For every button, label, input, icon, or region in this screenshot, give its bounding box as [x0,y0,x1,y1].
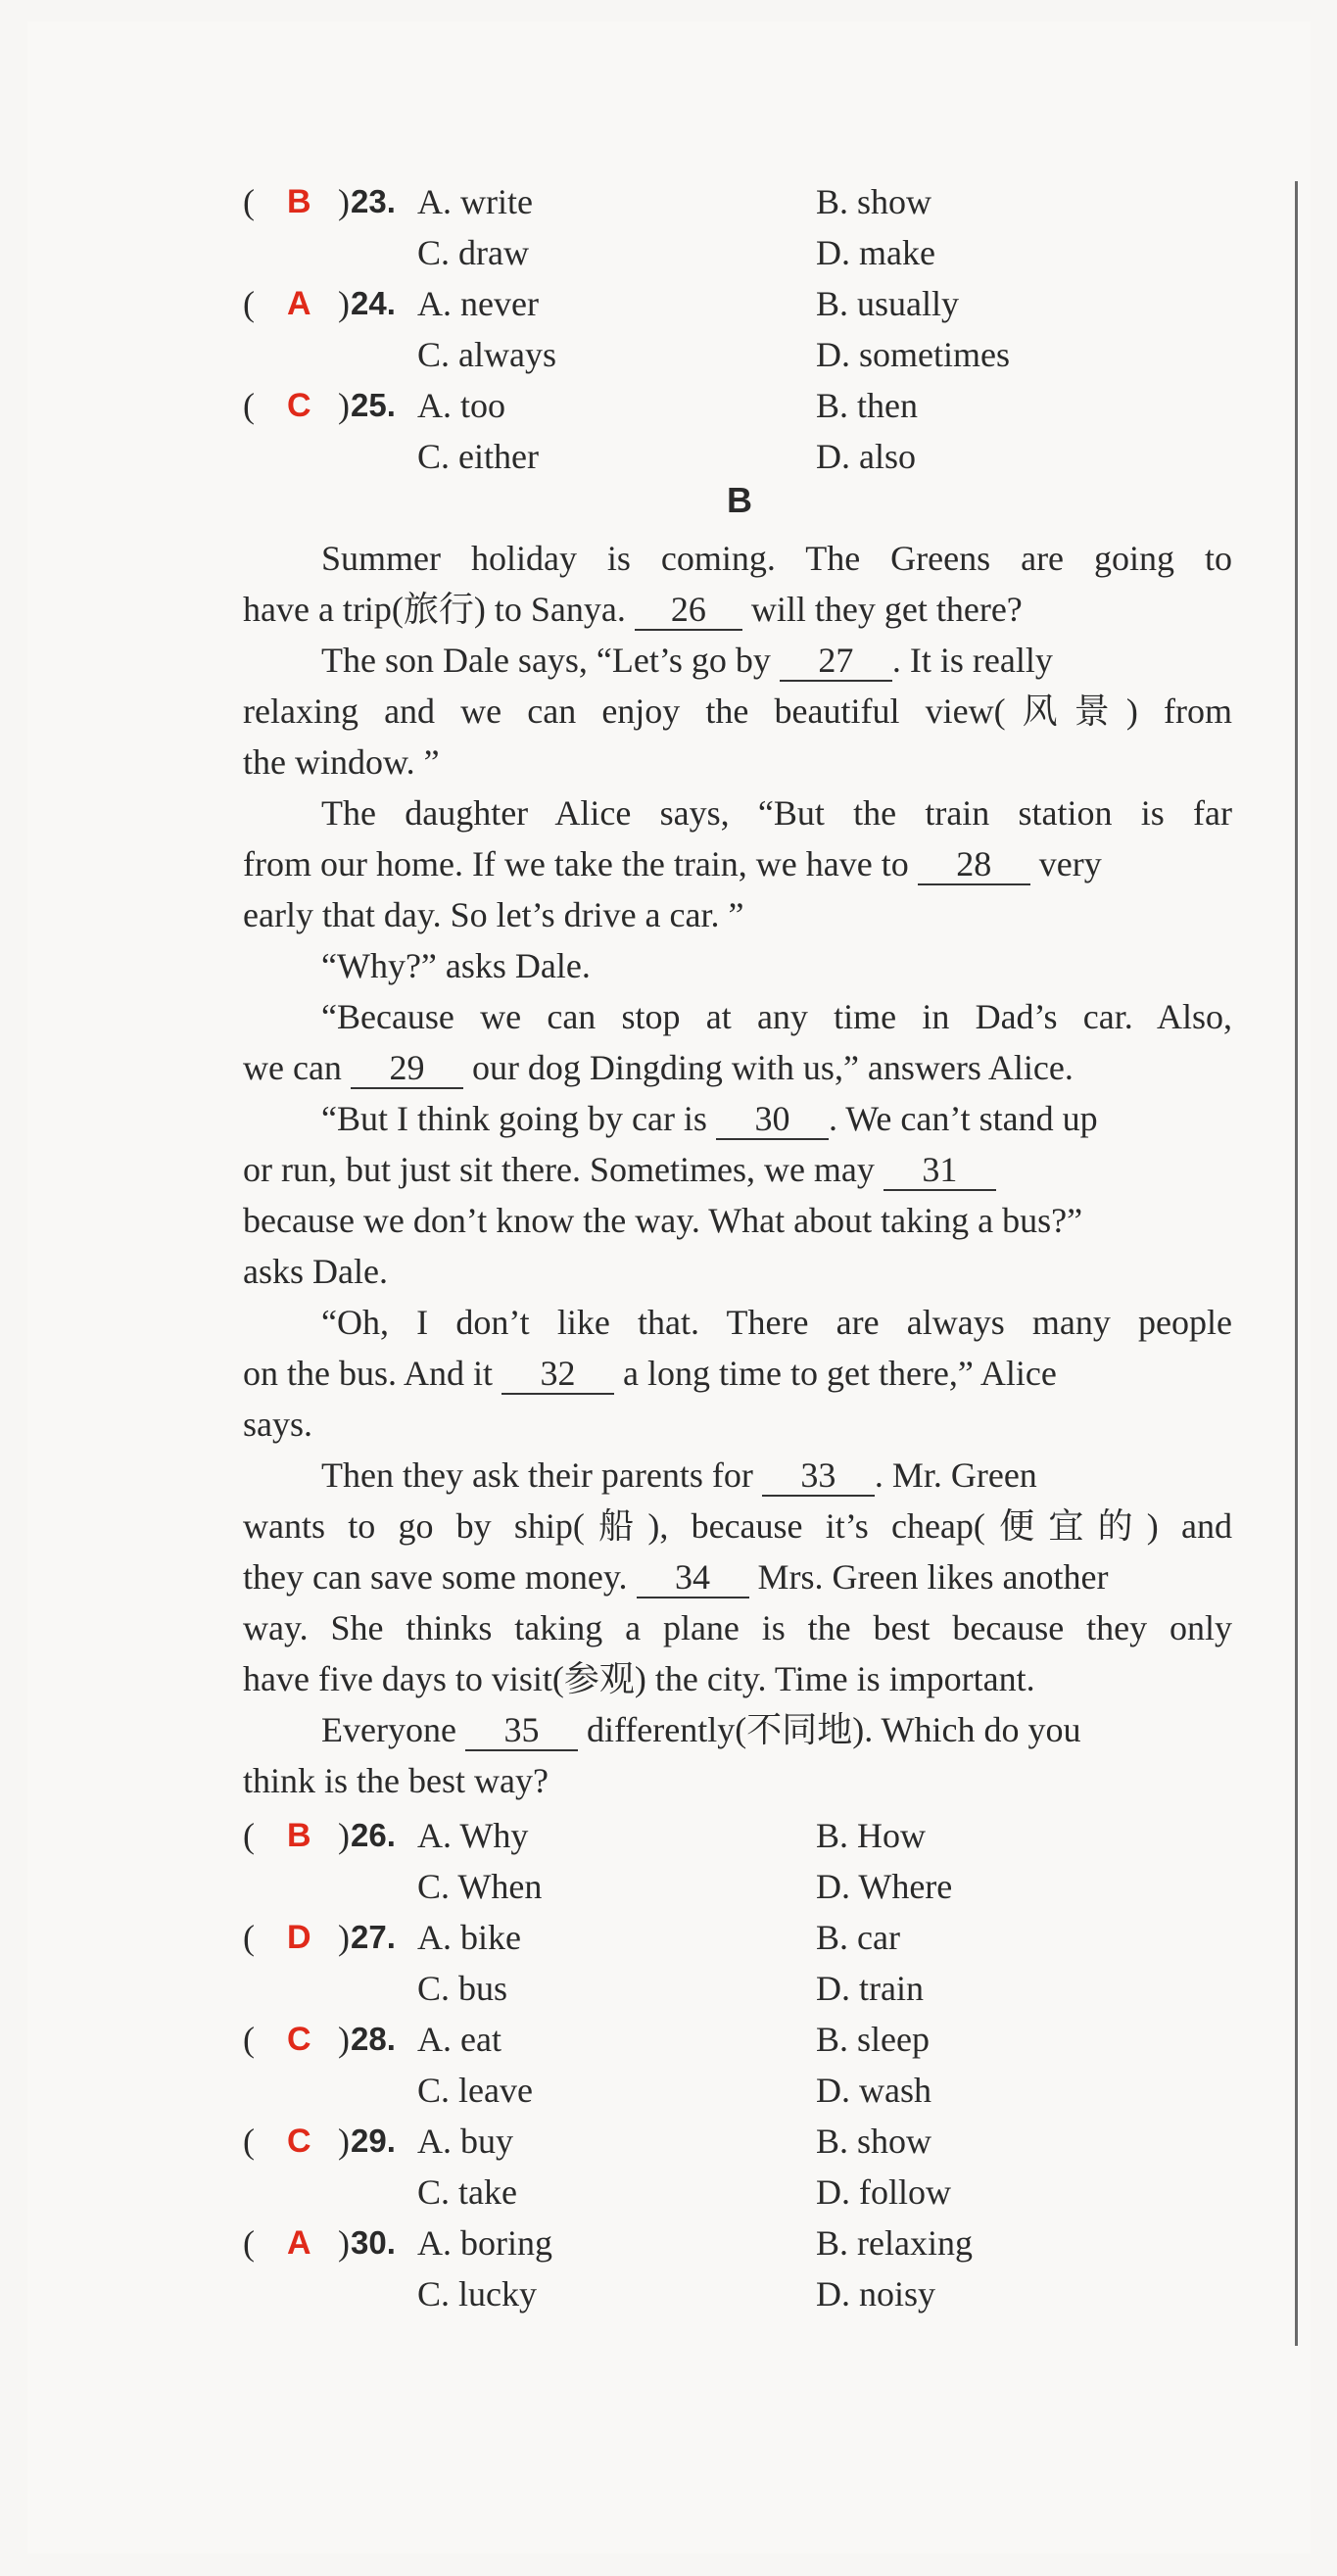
passage-line [243,1042,1232,1093]
passage-text: they can save some money. [243,1557,628,1597]
answer-letter: A [287,285,311,322]
option-b: B. show [816,2122,932,2161]
question-row-cd [243,2065,1124,2116]
question-row [243,2014,1124,2065]
passage-line: asks Dale. [243,1252,388,1291]
blank-26: 26 [635,590,742,631]
passage-line: have five days to visit(参观) the city. Time is important. [243,1659,1035,1698]
passage-line: relaxing and we can enjoy the beautiful view(风景) from [243,692,1232,731]
paren-close: ) [338,284,350,323]
passage-line [243,1144,1232,1195]
option-b: B. usually [816,284,960,323]
option-b: B. show [816,182,932,221]
passage-line [243,1348,1232,1399]
passage-text: Then they ask their parents for [321,1455,753,1495]
passage [243,533,1232,1806]
option-b: B. How [816,1816,927,1855]
passage-line [243,1704,1232,1755]
passage-text: or run, but just sit there. Sometimes, we may [243,1150,875,1189]
passage-text: . It is really [891,641,1053,680]
passage-line [243,1450,1232,1501]
option-d: D. make [816,233,935,272]
paren-close: ) [338,1918,350,1957]
option-c: C. take [417,2172,517,2212]
option-a: A. eat [417,2020,501,2059]
paren-open: ( [243,386,255,425]
option-b: B. sleep [816,2020,930,2059]
paren-close: ) [338,182,350,221]
question-number: 30. [351,2224,396,2261]
option-a: A. write [417,182,533,221]
blank-34: 34 [637,1557,749,1598]
question-row [243,2116,1124,2167]
passage-text: we can [243,1048,342,1087]
question-number: 24. [351,285,396,321]
passage-text: on the bus. And it [243,1354,494,1393]
question-number: 27. [351,1919,396,1955]
question-row [243,1912,1124,1963]
question-row-cd [243,2167,1124,2218]
passage-line: wants to go by ship(船), because it’s cheap(便宜的) and [243,1506,1232,1546]
passage-text: . We can’t stand up [828,1099,1098,1138]
question-row-cd [243,2268,1124,2319]
passage-line: way. She thinks taking a plane is the best because they only [243,1608,1232,1647]
passage-text: The son Dale says, “Let’s go by [321,641,771,680]
option-d: D. also [816,437,916,476]
section-title: B [727,480,752,520]
paren-open: ( [243,2223,255,2263]
paren-open: ( [243,182,255,221]
option-d: D. Where [816,1867,953,1906]
option-a: A. boring [417,2223,552,2263]
question-row-cd [243,227,1124,278]
passage-line: Summer holiday is coming. The Greens are going to [321,539,1232,578]
answer-letter: B [287,1817,311,1854]
passage-line [243,584,1232,635]
passage-line [243,1093,1232,1144]
passage-text: Everyone [321,1710,456,1749]
paren-close: ) [338,2122,350,2161]
option-c: C. either [417,437,539,476]
paren-close: ) [338,2223,350,2263]
paren-open: ( [243,1918,255,1957]
paren-close: ) [338,1816,350,1855]
question-row [243,1810,1124,1861]
question-number: 28. [351,2021,396,2057]
option-a: A. bike [417,1918,521,1957]
option-d: D. wash [816,2071,931,2110]
blank-32: 32 [501,1354,614,1395]
blank-28: 28 [918,844,1030,885]
passage-line [243,838,1232,889]
passage-line: early that day. So let’s drive a car. ” [243,895,744,934]
answer-letter: B [287,183,311,220]
passage-text: very [1038,844,1102,883]
passage-line: “Oh, I don’t like that. There are always many people [321,1303,1232,1342]
paren-open: ( [243,1816,255,1855]
option-d: D. noisy [816,2274,936,2314]
answer-letter: C [287,2123,311,2160]
passage-line: says. [243,1405,312,1444]
passage-line: “Because we can stop at any time in Dad’s car. Also, [321,997,1232,1036]
passage-line: “Why?” asks Dale. [321,946,591,985]
paren-close: ) [338,2020,350,2059]
answer-letter: A [287,2224,311,2262]
question-number: 26. [351,1817,396,1853]
passage-line: the window. ” [243,742,440,782]
option-d: D. train [816,1969,924,2008]
option-c: C. When [417,1867,543,1906]
passage-text: differently(不同地). Which do you [586,1710,1081,1749]
passage-text: have a trip(旅行) to Sanya. [243,590,626,629]
option-c: C. always [417,335,556,374]
question-number: 23. [351,183,396,219]
question-number: 29. [351,2123,396,2159]
paren-close: ) [338,386,350,425]
question-row [243,278,1124,329]
option-c: C. bus [417,1969,508,2008]
option-b: B. car [816,1918,900,1957]
question-row-cd [243,1963,1124,2014]
blank-33: 33 [762,1455,875,1497]
option-a: A. Why [417,1816,529,1855]
option-d: D. follow [816,2172,951,2212]
option-d: D. sometimes [816,335,1010,374]
paren-open: ( [243,2020,255,2059]
passage-line: think is the best way? [243,1761,549,1800]
passage-line [243,1551,1232,1602]
question-row [243,176,1124,227]
answer-letter: C [287,387,311,424]
blank-30: 30 [716,1099,829,1140]
blank-29: 29 [351,1048,463,1089]
option-b: B. relaxing [816,2223,973,2263]
passage-text: Mrs. Green likes another [757,1557,1109,1597]
option-c: C. draw [417,233,529,272]
question-row-cd [243,431,1124,482]
passage-line [243,635,1232,686]
option-c: C. lucky [417,2274,537,2314]
option-c: C. leave [417,2071,533,2110]
question-row-cd [243,1861,1124,1912]
paren-open: ( [243,284,255,323]
option-b: B. then [816,386,918,425]
answer-letter: D [287,1919,311,1956]
answer-letter: C [287,2021,311,2058]
option-a: A. never [417,284,539,323]
passage-text: will they get there? [750,590,1023,629]
blank-35: 35 [465,1710,578,1751]
passage-line: The daughter Alice says, “But the train station is far [321,793,1232,833]
question-number: 25. [351,387,396,423]
passage-text: . Mr. Green [874,1455,1037,1495]
passage-text: from our home. If we take the train, we have to [243,844,909,883]
option-a: A. too [417,386,505,425]
passage-line: because we don’t know the way. What about taking a bus?” [243,1201,1083,1240]
option-a: A. buy [417,2122,513,2161]
passage-text: a long time to get there,” Alice [623,1354,1057,1393]
blank-27: 27 [780,641,892,682]
paren-open: ( [243,2122,255,2161]
blank-31: 31 [883,1150,996,1191]
passage-text: our dog Dingding with us,” answers Alice. [471,1048,1074,1087]
question-row [243,380,1124,431]
question-row-cd [243,329,1124,380]
passage-text: “But I think going by car is [321,1099,707,1138]
question-row [243,2218,1124,2268]
